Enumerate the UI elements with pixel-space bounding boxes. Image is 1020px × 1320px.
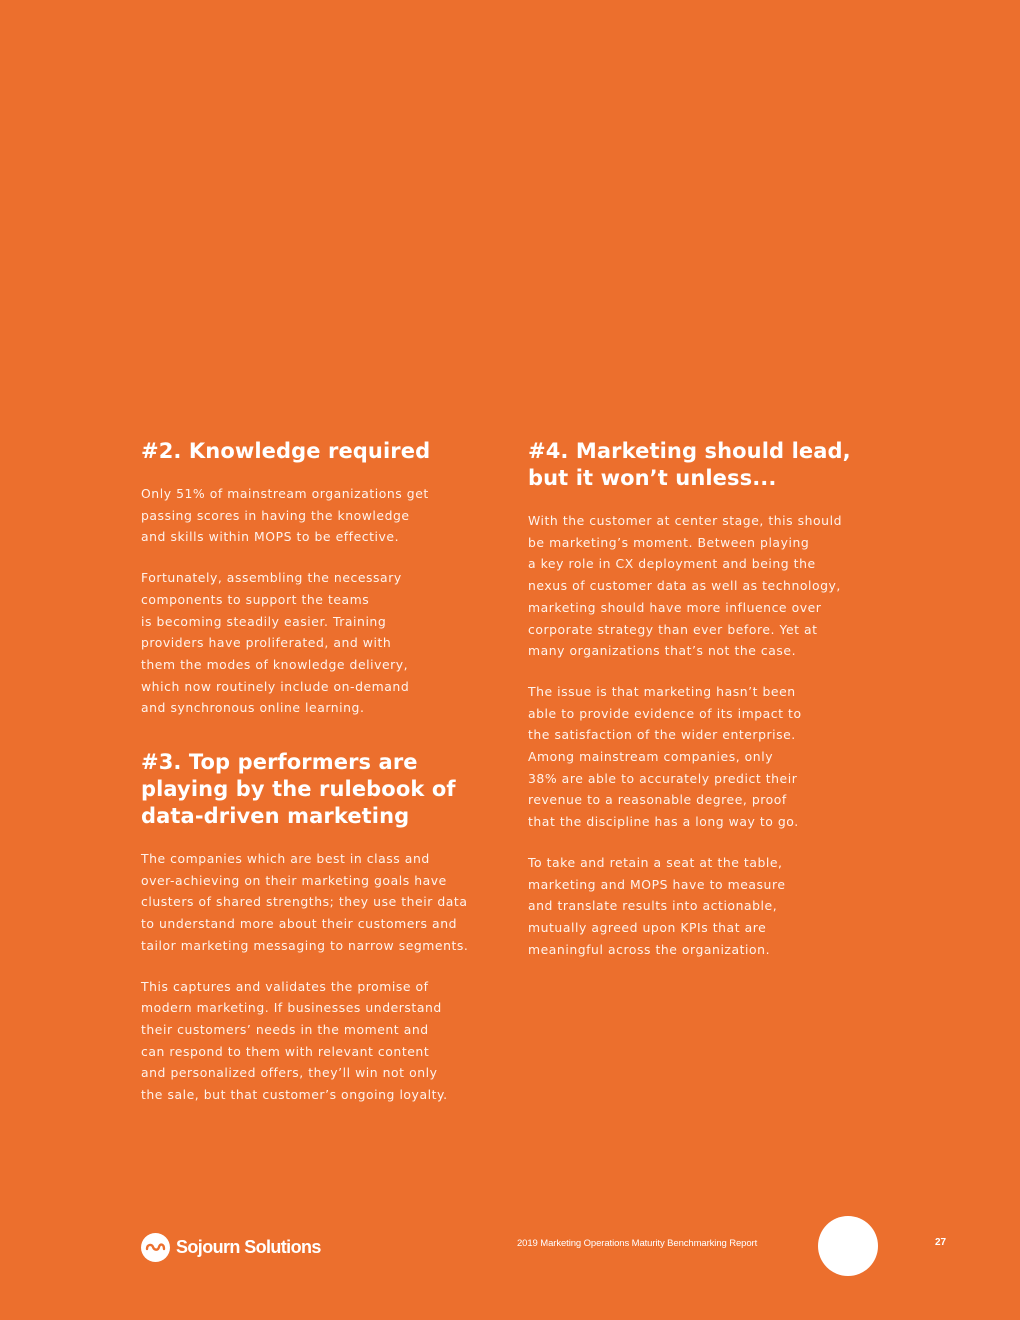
logo-text: Sojourn Solutions <box>176 1236 321 1257</box>
report-title: 2019 Marketing Operations Maturity Benchmarking Report <box>517 1238 758 1249</box>
company-logo <box>141 1232 321 1262</box>
paragraph: With the customer at center stage, this should be marketing’s moment. Between playing a key role in CX deployment and being the nexus of customer data as well as technology, marketing should have more influence over corporate strategy than ever before. Yet at many organizations that’s not the case. <box>528 513 842 659</box>
section-heading-knowledge-required: #2. Knowledge required <box>141 439 431 463</box>
paragraph: This captures and validates the promise of modern marketing. If businesses understand their customers’ needs in the moment and can respond to them with relevant content and personalized offers, they’ll win not only the sale, but that customer’s ongoing loyalty. <box>141 978 448 1103</box>
paragraph: Only 51% of mainstream organizations get passing scores in having the knowledge and skills within MOPS to be effective. <box>141 486 429 545</box>
section-heading-top-performers: #3. Top performers are playing by the rulebook of data-driven marketing <box>141 750 456 829</box>
decorative-circle <box>818 1216 878 1276</box>
paragraph: The companies which are best in class and over-achieving on their marketing goals have clusters of shared strengths; they use their data to understand more about their customers and tailor marketing messaging to narrow segments. <box>141 851 469 953</box>
logo-icon <box>141 1233 170 1262</box>
section-heading-marketing-should-lead: #4. Marketing should lead, but it won’t unless... <box>528 439 851 490</box>
right-column <box>528 438 878 960</box>
left-column <box>141 438 501 1106</box>
paragraph: The issue is that marketing hasn’t been able to provide evidence of its impact to the satisfaction of the wider enterprise. Among mainstream companies, only 38% are able to accurately predict their revenue to a reasonable degree, proof that the discipline has a long way to go. <box>528 683 802 830</box>
paragraph: Fortunately, assembling the necessary components to support the teams is becoming steadily easier. Training providers have proliferated, and with them the modes of knowledge delivery, which now routinely include on-demand and synchronous online learning. <box>141 570 410 716</box>
paragraph: To take and retain a seat at the table, marketing and MOPS have to measure and translate results into actionable, mutually agreed upon KPIs that are meaningful across the organization. <box>528 854 786 957</box>
page-number: 27 <box>935 1237 947 1248</box>
